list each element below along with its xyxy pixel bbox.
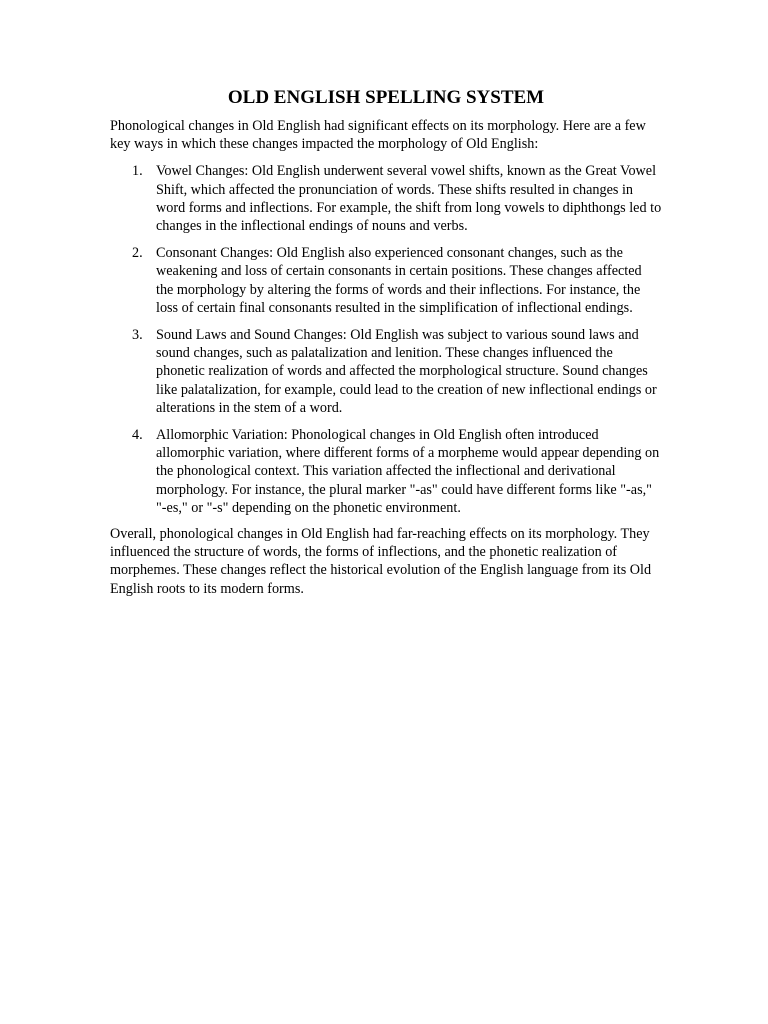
- list-item: [110, 326, 662, 417]
- document-title: OLD ENGLISH SPELLING SYSTEM: [227, 87, 545, 108]
- list-item-text: Allomorphic Variation: Phonological changes in Old English often introduced allomorphic variation, where different forms of a morpheme would appear depending on the phonological context. This variation affected the inflectional and derivational morphology. For instance, the plural marker "-as" could have different forms like "-as," "-es," or "-s" depending on the phonetic environment.: [156, 427, 660, 516]
- conclusion-paragraph: Overall, phonological changes in Old English had far-reaching effects on its morphology. They influenced the structure of words, the forms of inflections, and the phonetic realization of morphemes. These changes reflect the historical evolution of the English language from its Old English roots to its modern forms.: [110, 526, 652, 597]
- list-item-text: Consonant Changes: Old English also experienced consonant changes, such as the weakening and loss of certain consonants in certain positions. These changes affected the morphology by altering the forms of words and their inflections. For instance, the loss of certain final consonants resulted in the simplification of inflectional endings.: [156, 245, 642, 316]
- list-item-number: 1.: [132, 163, 143, 180]
- intro-paragraph: Phonological changes in Old English had significant effects on its morphology. Here are a few key ways in which these changes impacted the morphology of Old English:: [110, 118, 646, 153]
- list-item-number: 4.: [132, 427, 143, 444]
- list-item: [110, 162, 662, 235]
- list-item: [110, 426, 662, 517]
- list-item-number: 2.: [132, 245, 143, 262]
- list-item-number: 3.: [132, 327, 143, 344]
- list-item-text: Vowel Changes: Old English underwent several vowel shifts, known as the Great Vowel Shift, which affected the pronunciation of words. These shifts resulted in changes in word forms and inflections. For example, the shift from long vowels to diphthongs led to changes in the inflectional endings of nouns and verbs.: [156, 163, 662, 235]
- list-item: [110, 244, 662, 317]
- numbered-list: [110, 162, 662, 517]
- document-body: [110, 86, 662, 598]
- list-item-text: Sound Laws and Sound Changes: Old English was subject to various sound laws and sound changes, such as palatalization and lenition. These changes influenced the phonetic realization of words and affected the morphological structure. Sound changes like palatalization, for example, could lead to the creation of new inflectional endings or alterations in the stem of a word.: [156, 327, 657, 416]
